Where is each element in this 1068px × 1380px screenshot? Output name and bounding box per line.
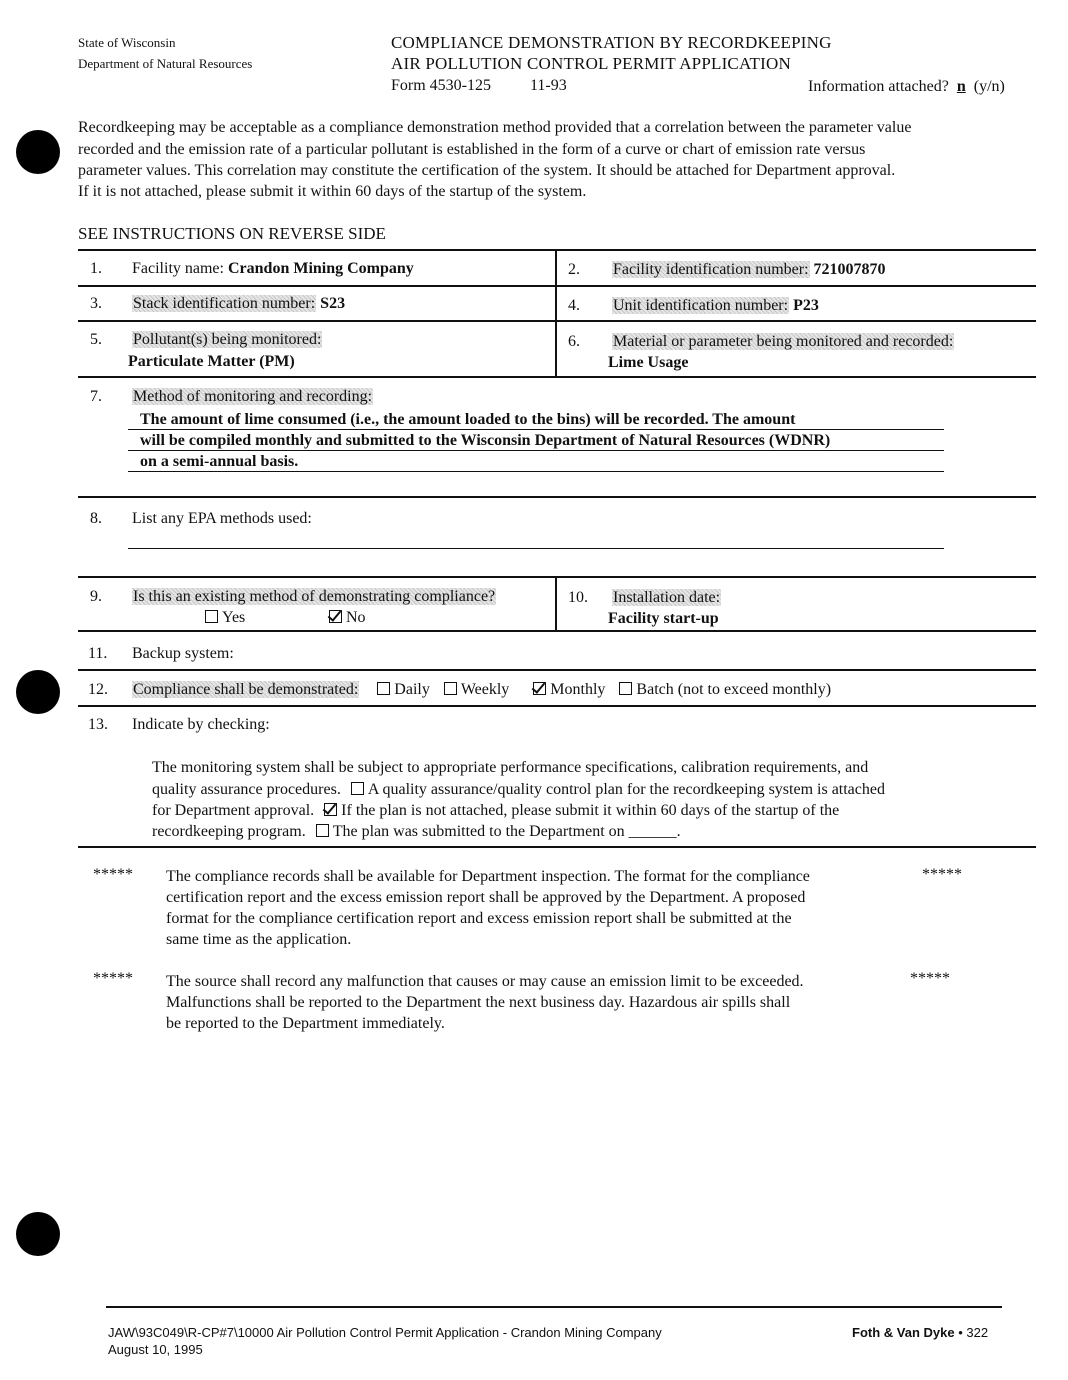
intro-line-2: recorded and the emission rate of a particular pollutant is established in the form of a curve or chart of emission rate versus [78, 141, 866, 158]
no-label: No [346, 609, 366, 626]
field-6 [568, 333, 954, 351]
field-4-label: Unit identification number: [613, 297, 789, 314]
info-attached-value[interactable]: n [956, 78, 966, 95]
rule [78, 576, 1036, 578]
field-5-num: 5. [90, 331, 102, 348]
rule [78, 285, 1036, 287]
field-13 [88, 716, 270, 734]
intro-line-3: parameter values. This correlation may constitute the certification of the system. It should be attached for Department approval. [78, 162, 896, 179]
intro-line-4: If it is not attached, please submit it within 60 days of the startup of the system. [78, 183, 587, 200]
qa-line-4b: The plan was submitted to the Department on [332, 823, 625, 840]
footer-path: JAW\93C049\R-CP#7\10000 Air Pollution Control Permit Application - Crandon Mining Company [108, 1325, 662, 1340]
method-underline-1 [128, 429, 944, 430]
field-13-label: Indicate by checking: [132, 716, 270, 733]
rule [78, 630, 1036, 632]
field-6-label: Material or parameter being monitored and recorded: [613, 333, 954, 350]
field-4-num: 4. [568, 297, 580, 314]
note-2-stars-right: ***** [910, 970, 950, 987]
field-3-label: Stack identification number: [133, 295, 316, 312]
no-checkbox[interactable] [329, 610, 342, 623]
field-7-label: Method of monitoring and recording: [133, 388, 373, 405]
field-3-num: 3. [90, 295, 102, 312]
punch-hole-bottom [16, 1212, 60, 1256]
option-daily[interactable] [377, 681, 430, 698]
qa-line-2 [152, 781, 885, 799]
field-12 [88, 681, 831, 699]
column-divider [555, 250, 557, 376]
qa-line-2b: A quality assurance/quality control plan for the recordkeeping system is attached [367, 781, 885, 798]
info-attached [808, 78, 1005, 96]
intro-line-1: Recordkeeping may be acceptable as a compliance demonstration method provided that a correlation between the parameter value [78, 119, 912, 136]
method-line-2[interactable]: will be compiled monthly and submitted to the Wisconsin Department of Natural Resources (WDNR) [140, 432, 831, 449]
field-4 [568, 297, 819, 315]
rule [78, 320, 1036, 322]
method-underline-3 [128, 471, 944, 472]
existing-method-no[interactable] [329, 609, 366, 627]
info-attached-hint: (y/n) [973, 78, 1005, 95]
daily-label: Daily [394, 681, 430, 698]
note-2-line-2: Malfunctions shall be reported to the Department the next business day. Hazardous air spills shall [166, 994, 791, 1011]
field-7-num: 7. [90, 388, 102, 405]
qa-line-4 [152, 823, 681, 841]
field-13-num: 13. [88, 716, 108, 733]
field-10-num: 10. [568, 589, 588, 606]
info-attached-label: Information attached? [808, 78, 949, 95]
unit-id-value[interactable]: P23 [793, 297, 819, 314]
rule [78, 846, 1036, 848]
field-1 [90, 260, 414, 278]
qa-line-3 [152, 802, 839, 820]
weekly-label: Weekly [460, 681, 510, 698]
field-9 [90, 588, 496, 606]
yes-label: Yes [222, 609, 246, 626]
footer-page: 322 [966, 1325, 989, 1340]
epa-methods-blank[interactable] [128, 548, 944, 549]
rule [78, 376, 1036, 378]
facility-id-value[interactable]: 721007870 [813, 261, 886, 278]
field-9-num: 9. [90, 588, 102, 605]
parameter-value[interactable]: Lime Usage [608, 354, 689, 371]
note-1-line-3: format for the compliance certification report and excess emission report shall be submitted at the [166, 910, 792, 927]
form-title-line1: COMPLIANCE DEMONSTRATION BY RECORDKEEPING [391, 33, 832, 52]
field-10-label: Installation date: [613, 589, 721, 606]
field-10 [568, 589, 721, 607]
footer-bullet: • [958, 1325, 963, 1340]
option-monthly[interactable] [533, 681, 605, 698]
field-9-label: Is this an existing method of demonstrating compliance? [133, 588, 496, 605]
instructions-note: SEE INSTRUCTIONS ON REVERSE SIDE [78, 224, 386, 243]
field-11-label: Backup system: [132, 645, 234, 662]
qa-line-1: The monitoring system shall be subject to appropriate performance specifications, calibration requirements, and [152, 759, 869, 776]
department-label: Department of Natural Resources [78, 56, 253, 71]
facility-name-value[interactable]: Crandon Mining Company [227, 260, 414, 277]
qa-plan-submitted-checkbox[interactable] [316, 824, 329, 837]
note-1-line-2: certification report and the excess emission report shall be approved by the Department. A proposed [166, 889, 806, 906]
field-1-label: Facility name: [132, 260, 224, 277]
field-8 [90, 510, 312, 528]
column-divider [555, 577, 557, 630]
rule [78, 249, 1036, 251]
field-8-num: 8. [90, 510, 102, 527]
field-8-label: List any EPA methods used: [132, 510, 312, 527]
form-number: Form 4530-125 [391, 77, 491, 94]
method-underline-2 [128, 450, 944, 451]
field-12-num: 12. [88, 681, 108, 698]
qa-line-3a: for Department approval. [152, 802, 315, 819]
option-weekly[interactable] [444, 681, 509, 698]
qa-line-4a: recordkeeping program. [152, 823, 306, 840]
yes-checkbox[interactable] [205, 610, 218, 623]
note-1-line-1: The compliance records shall be available for Department inspection. The format for the compliance [166, 868, 810, 885]
note-2-stars-left: ***** [93, 970, 133, 987]
installation-date-value[interactable]: Facility start-up [608, 610, 719, 627]
method-line-1[interactable]: The amount of lime consumed (i.e., the amount loaded to the bins) will be recorded. The amount [140, 411, 796, 428]
footer-rule [106, 1306, 1002, 1308]
method-line-3[interactable]: on a semi-annual basis. [140, 453, 299, 470]
monthly-label: Monthly [550, 681, 606, 698]
option-batch[interactable] [619, 681, 831, 698]
rule [78, 705, 1036, 707]
field-2-label: Facility identification number: [613, 261, 809, 278]
note-2-line-1: The source shall record any malfunction that causes or may cause an emission limit to be exceeded. [166, 973, 804, 990]
rule [78, 669, 1036, 671]
rule [78, 496, 1036, 498]
field-11-num: 11. [88, 645, 108, 662]
field-11 [88, 645, 234, 663]
stack-id-value[interactable]: S23 [320, 295, 346, 312]
qa-line-3b: If the plan is not attached, please submit it within 60 days of the startup of the [341, 802, 840, 819]
field-2-num: 2. [568, 261, 580, 278]
footer-date: August 10, 1995 [108, 1342, 203, 1357]
qa-line-2a: quality assurance procedures. [152, 781, 341, 798]
note-1-stars-left: ***** [93, 866, 133, 883]
monthly-checkbox[interactable] [533, 682, 546, 695]
field-6-num: 6. [568, 333, 580, 350]
daily-checkbox[interactable] [377, 682, 390, 695]
note-1-line-4: same time as the application. [166, 931, 352, 948]
field-5 [90, 331, 322, 349]
existing-method-yes[interactable] [205, 609, 245, 627]
form-title-line2: AIR POLLUTION CONTROL PERMIT APPLICATION [391, 54, 791, 73]
footer-firm [852, 1325, 988, 1340]
field-7 [90, 388, 373, 406]
pollutant-value[interactable]: Particulate Matter (PM) [128, 353, 295, 370]
state-label: State of Wisconsin [78, 35, 176, 50]
punch-hole-top [16, 130, 60, 174]
qa-plan-later-checkbox[interactable] [324, 803, 337, 816]
field-12-label: Compliance shall be demonstrated: [133, 681, 359, 698]
field-2 [568, 261, 886, 279]
qa-plan-attached-checkbox[interactable] [351, 782, 364, 795]
note-1-stars-right: ***** [922, 866, 962, 883]
footer-firm-name: Foth & Van Dyke [852, 1325, 955, 1340]
field-3 [90, 295, 345, 313]
weekly-checkbox[interactable] [444, 682, 457, 695]
field-1-num: 1. [90, 260, 102, 277]
note-2-line-3: be reported to the Department immediately. [166, 1015, 445, 1032]
field-5-label: Pollutant(s) being monitored: [133, 331, 322, 348]
punch-hole-middle [16, 670, 60, 714]
form-date: 11-93 [530, 77, 567, 94]
batch-label: Batch (not to exceed monthly) [636, 681, 832, 698]
batch-checkbox[interactable] [619, 682, 632, 695]
qa-line-4c[interactable]: ______. [628, 823, 681, 840]
